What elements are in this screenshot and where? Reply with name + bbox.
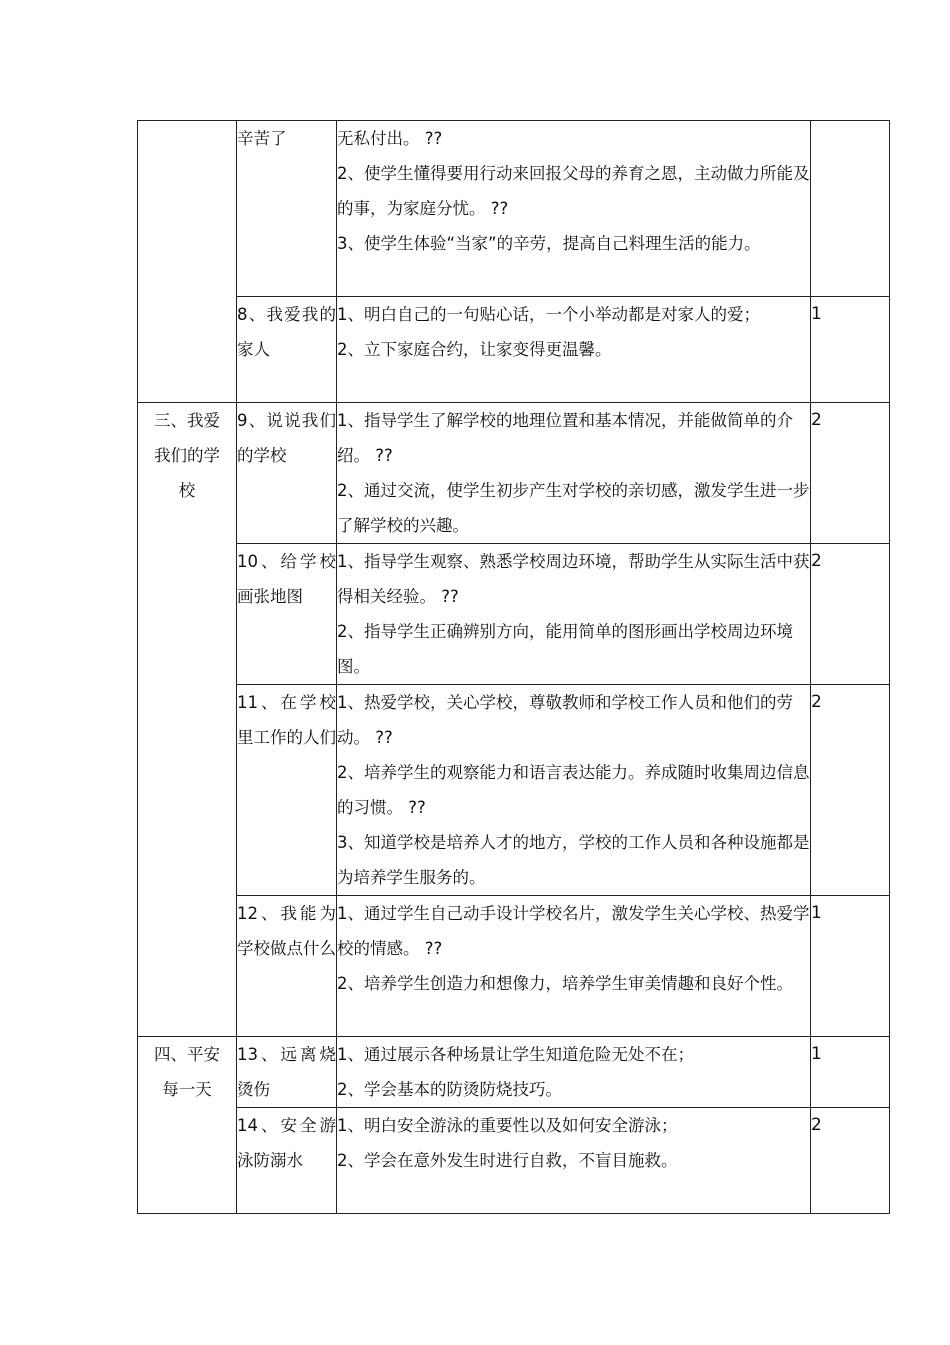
lesson-cell xyxy=(237,403,337,544)
hours-value: 1 xyxy=(811,304,822,324)
table-row xyxy=(138,403,890,544)
goal-item: 1、明白自己的一句贴心话，一个小举动都是对家人的爱； xyxy=(337,305,760,324)
lesson-title: 12、我能为学校做点什么 xyxy=(237,904,336,958)
goal-item: 2、学会在意外发生时进行自救，不盲目施救。 xyxy=(337,1151,678,1170)
table-row xyxy=(138,544,890,685)
hours-value: 1 xyxy=(811,1044,822,1064)
table-row xyxy=(138,121,890,297)
table-row xyxy=(138,896,890,1037)
lesson-cell xyxy=(237,1037,337,1108)
goal-item: 3、知道学校是培养人才的地方，学校的工作人员和各种设施都是为培养学生服务的。 xyxy=(337,833,810,887)
table-row xyxy=(138,1108,890,1214)
goals-cell xyxy=(337,544,811,685)
goal-item: 2、立下家庭合约，让家变得更温馨。 xyxy=(337,340,612,359)
hours-value: 2 xyxy=(811,551,822,571)
lesson-title: 8、我爱我的家人 xyxy=(237,305,336,359)
goal-item: 1、通过展示各种场景让学生知道危险无处不在； xyxy=(337,1045,694,1064)
unit-cell xyxy=(138,403,237,1037)
unit-title: 三、我爱我们的学校 xyxy=(154,411,220,500)
goals-cell xyxy=(337,403,811,544)
lesson-cell xyxy=(237,1108,337,1214)
goal-item: 2、培养学生创造力和想像力，培养学生审美情趣和良好个性。 xyxy=(337,974,793,993)
table-row xyxy=(138,1037,890,1108)
goal-item: 1、通过学生自己动手设计学校名片，激发学生关心学校、热爱学校的情感。 ?? xyxy=(337,904,810,958)
hours-cell xyxy=(811,121,890,297)
lesson-plan-table xyxy=(137,120,890,1214)
lesson-cell xyxy=(237,297,337,403)
hours-cell xyxy=(811,685,890,896)
hours-cell xyxy=(811,896,890,1037)
lesson-plan-body xyxy=(138,121,890,1214)
hours-cell xyxy=(811,1108,890,1214)
goal-item: 1、热爱学校，关心学校，尊敬教师和学校工作人员和他们的劳动。 ?? xyxy=(337,693,793,747)
lesson-title: 10、给学校画张地图 xyxy=(237,552,336,606)
lesson-title: 13、远离烧烫伤 xyxy=(237,1045,336,1099)
goal-item: 2、学会基本的防烫防烧技巧。 xyxy=(337,1080,562,1099)
goal-item: 2、指导学生正确辨别方向，能用简单的图形画出学校周边环境图。 xyxy=(337,622,793,676)
goals-cell xyxy=(337,1037,811,1108)
hours-value: 2 xyxy=(811,692,822,712)
lesson-cell xyxy=(237,896,337,1037)
goal-item: 3、使学生体验“当家”的辛劳，提高自己料理生活的能力。 xyxy=(337,234,761,253)
goals-cell xyxy=(337,896,811,1037)
hours-cell xyxy=(811,297,890,403)
hours-cell xyxy=(811,403,890,544)
unit-cell xyxy=(138,121,237,403)
goals-cell xyxy=(337,121,811,297)
goal-item: 无私付出。 ?? xyxy=(337,129,443,148)
goals-cell xyxy=(337,297,811,403)
goal-item: 1、指导学生观察、熟悉学校周边环境，帮助学生从实际生活中获得相关经验。 ?? xyxy=(337,552,810,606)
hours-value: 2 xyxy=(811,1115,822,1135)
lesson-title: 11、在学校里工作的人们 xyxy=(237,693,336,747)
table-row xyxy=(138,297,890,403)
goal-item: 2、通过交流，使学生初步产生对学校的亲切感，激发学生进一步了解学校的兴趣。 xyxy=(337,481,810,535)
goal-item: 1、明白安全游泳的重要性以及如何安全游泳； xyxy=(337,1116,678,1135)
lesson-cell xyxy=(237,685,337,896)
lesson-title: 14、安全游泳防溺水 xyxy=(237,1116,336,1170)
table-row xyxy=(138,685,890,896)
unit-cell xyxy=(138,1037,237,1214)
lesson-cell xyxy=(237,121,337,297)
hours-value: 1 xyxy=(811,903,822,923)
lesson-title: 9、说说我们的学校 xyxy=(237,411,336,465)
goals-cell xyxy=(337,1108,811,1214)
unit-title: 四、平安每一天 xyxy=(154,1045,220,1099)
goal-item: 2、培养学生的观察能力和语言表达能力。养成随时收集周边信息的习惯。 ?? xyxy=(337,763,810,817)
hours-cell xyxy=(811,544,890,685)
goals-cell xyxy=(337,685,811,896)
hours-value: 2 xyxy=(811,410,822,430)
goal-item: 2、使学生懂得要用行动来回报父母的养育之恩，主动做力所能及的事，为家庭分忧。 ?? xyxy=(337,164,810,218)
lesson-cell xyxy=(237,544,337,685)
goal-item: 1、指导学生了解学校的地理位置和基本情况，并能做简单的介绍。 ?? xyxy=(337,411,793,465)
hours-cell xyxy=(811,1037,890,1108)
lesson-title: 辛苦了 xyxy=(237,129,287,148)
